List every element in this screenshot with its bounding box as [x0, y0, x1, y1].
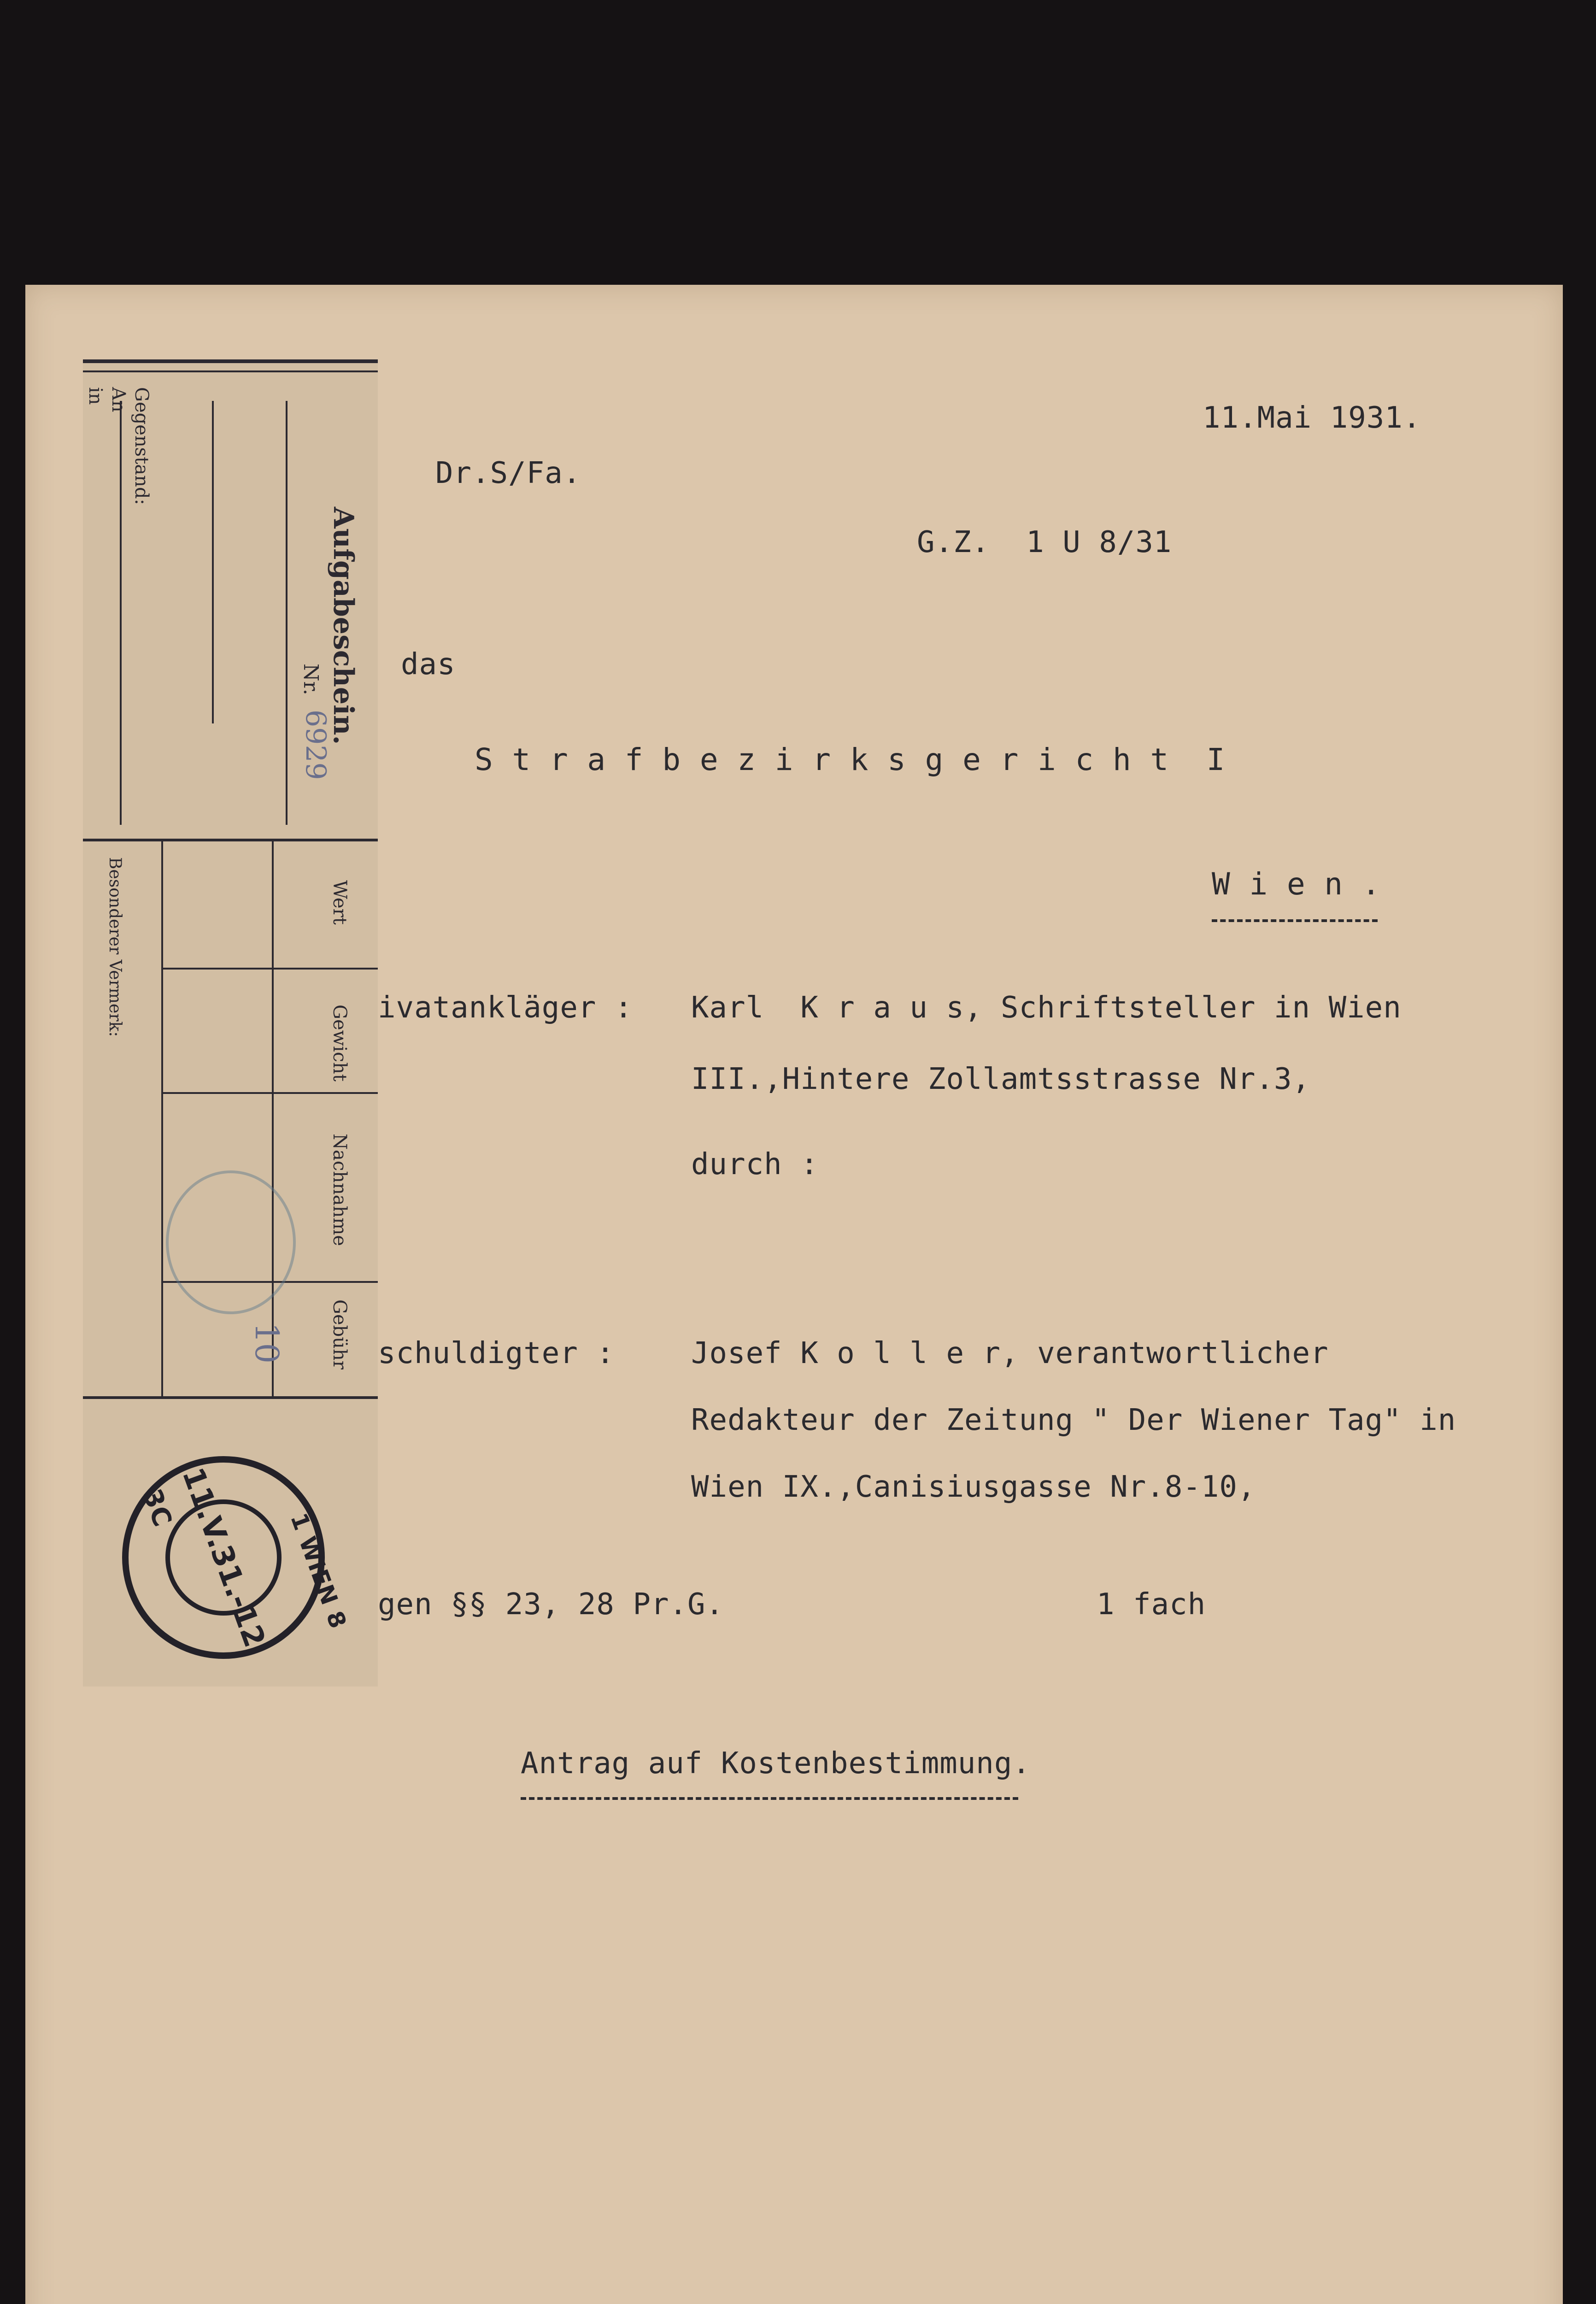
slip-column-value: Wert: [329, 880, 350, 925]
addressee-prefix: das: [401, 647, 456, 682]
statute-reference: gen §§ 23, 28 Pr.G.: [378, 1587, 724, 1622]
court-city: W i e n .: [1212, 866, 1381, 902]
slip-column-weight: Gewicht: [329, 1005, 350, 1081]
slip-field-subject: Gegenstand:: [131, 387, 152, 505]
slip-fee-value: 10: [248, 1322, 286, 1364]
slip-title: Aufgabeschein.: [327, 507, 359, 745]
postmark-code: 3C: [136, 1485, 178, 1531]
defendant-name: Josef K o l l e r, verantwortlicher: [691, 1336, 1329, 1370]
slip-column-fee: Gebühr: [329, 1299, 350, 1369]
postmark-location: 1 WIEN 8: [285, 1509, 352, 1633]
slip-handwritten-number: 6929: [299, 710, 332, 780]
postmark-date: 11.V.31.-12: [175, 1463, 272, 1652]
faded-seal-stamp: [166, 1170, 296, 1314]
plaintiff-counsel: durch :: [691, 1147, 819, 1181]
slip-field-in: in: [85, 387, 106, 405]
subject-underline: [521, 1797, 1018, 1800]
defendant-label: schuldigter :: [378, 1336, 615, 1370]
defendant-role: Redakteur der Zeitung " Der Wiener Tag" in: [691, 1403, 1456, 1437]
defendant-address: Wien IX.,Canisiusgasse Nr.8-10,: [691, 1470, 1256, 1504]
slip-field-to: An: [108, 387, 129, 412]
city-underline: [1212, 919, 1378, 922]
case-number: G.Z. 1 U 8/31: [917, 525, 1172, 559]
request-subject: Antrag auf Kostenbestimmung.: [521, 1746, 1031, 1781]
plaintiff-address: III.,Hintere Zollamtsstrasse Nr.3,: [691, 1062, 1311, 1096]
court-name: S t r a f b e z i r k s g e r i c h t I: [475, 742, 1226, 777]
plaintiff-name: Karl K r a u s, Schriftsteller in Wien: [691, 991, 1402, 1025]
slip-field-number: Nr.: [299, 664, 323, 695]
postmark-stamp: [122, 1456, 325, 1659]
copies-count: 1 fach: [1097, 1587, 1206, 1622]
reference-code: Dr.S/Fa.: [435, 456, 581, 490]
slip-column-cod: Nachnahme: [329, 1134, 350, 1246]
plaintiff-label: ivatankläger :: [378, 991, 633, 1025]
letter-date: 11.Mai 1931.: [1203, 401, 1421, 435]
slip-remarks: Besonderer Vermerk:: [106, 857, 124, 1037]
